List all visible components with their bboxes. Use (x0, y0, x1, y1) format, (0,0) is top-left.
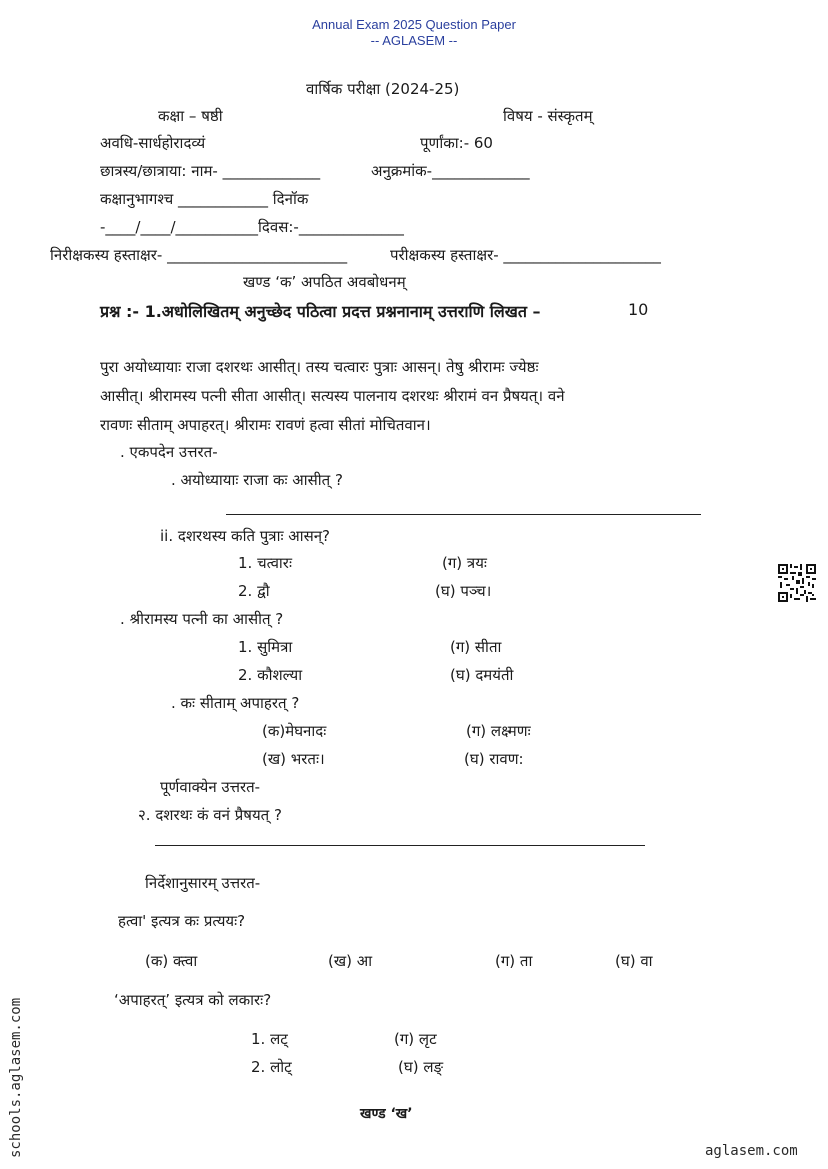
passage-line: आसीत्। श्रीरामस्य पत्नी सीता आसीत्। सत्यस्य पालनाय दशरथः श्रीरामं वन प्रैषयत्। वने (100, 387, 565, 405)
invigilator-signature: निरीक्षकस्य हस्ताक्षर- ________________________ (50, 246, 348, 264)
duration-label: अवधि-सार्धहोरादव्यं (100, 134, 206, 152)
section-b-heading: खण्ड ‘ख’ (360, 1106, 413, 1122)
qr-code-icon (778, 564, 816, 602)
question-1-title: प्रश्न :- 1.अधोलिखितम् अनुच्छेद पठित्वा प्रदत्त प्रश्ननानाम् उत्तराणि लिखत – (100, 302, 541, 321)
banner-subtitle: -- AGLASEM -- (370, 33, 458, 48)
question-ii: ii. दशरथस्य कति पुत्राः आसन्? (160, 527, 331, 545)
option: (घ) वा (615, 952, 653, 970)
option: (क) क्त्वा (145, 952, 198, 970)
roll-number-label: अनुक्रमांक-_____________ (371, 162, 530, 180)
option: (ग) ता (495, 952, 533, 970)
marks-label: पूर्णांका:- 60 (420, 134, 493, 152)
question-i: . अयोध्यायाः राजा कः आसीत् ? (171, 471, 343, 489)
option: (घ) पञ्च। (435, 582, 492, 600)
exam-title: वार्षिक परीक्षा (2024-25) (306, 80, 460, 98)
student-name-label: छात्रस्य/छात्राया: नाम- _____________ (100, 162, 321, 180)
option: (घ) रावण: (464, 750, 524, 768)
option: (घ) दमयंती (450, 666, 514, 684)
question-1-marks: 10 (628, 300, 649, 319)
side-watermark: schools.aglasem.com (8, 997, 24, 1158)
option: 1. लट् (251, 1030, 288, 1048)
section-date-label: कक्षानुभागश्च ____________ दिनॉक (100, 190, 309, 208)
option: (ख) आ (328, 952, 373, 970)
subject-label: विषय - संस्कृतम् (503, 107, 593, 125)
full-sentence-label: पूर्णवाक्येन उत्तरत- (160, 778, 261, 796)
section-a-heading: खण्ड ‘क’ अपठित अवबोधनम् (243, 273, 406, 291)
option: (ग) लृट (394, 1030, 437, 1048)
option: (ग) सीता (450, 638, 502, 656)
banner-title: Annual Exam 2025 Question Paper (312, 17, 516, 32)
passage (100, 353, 712, 440)
class-label: कक्षा – षष्ठी (158, 107, 223, 125)
one-word-label: . एकपदेन उत्तरत- (120, 443, 218, 461)
passage-line: रावणः सीताम् अपाहरत्। श्रीरामः रावणं हत्वा सीतां मोचितवान। (100, 416, 431, 434)
question-iii: . श्रीरामस्य पत्नी का आसीत् ? (120, 610, 284, 628)
date-day-line: -____/____/___________दिवस:-______________ (100, 218, 404, 236)
option: 2. लोट् (251, 1058, 292, 1076)
footer-watermark: aglasem.com (705, 1143, 798, 1159)
option: (ख) भरतः। (262, 750, 325, 768)
passage-line: पुरा अयोध्यायाः राजा दशरथः आसीत्। तस्य चत्वारः पुत्राः आसन्। तेषु श्रीरामः ज्येष्ठः (100, 358, 539, 376)
option: 2. कौशल्या (238, 666, 303, 684)
directive-label: निर्देशानुसारम् उत्तरत- (145, 874, 261, 892)
answer-line (226, 514, 701, 515)
directive-question-1: हत्वा' इत्यत्र कः प्रत्ययः? (118, 912, 246, 930)
directive-question-2: ‘अपाहरत्’ इत्यत्र को लकारः? (114, 991, 272, 1009)
option: 1. सुमित्रा (238, 638, 293, 656)
question-iv: . कः सीताम् अपाहरत् ? (171, 694, 300, 712)
option: (क)मेघनादः (262, 722, 327, 740)
option: (ग) त्रयः (442, 554, 487, 572)
option: (घ) लङ् (398, 1058, 444, 1076)
option: (ग) लक्ष्मणः (466, 722, 531, 740)
option: 2. द्वौ (238, 582, 270, 600)
full-sentence-question: २. दशरथः कं वनं प्रैषयत् ? (138, 806, 282, 824)
answer-line (155, 845, 645, 846)
examiner-signature: परीक्षकस्य हस्ताक्षर- _____________________ (390, 246, 661, 264)
option: 1. चत्वारः (238, 554, 292, 572)
